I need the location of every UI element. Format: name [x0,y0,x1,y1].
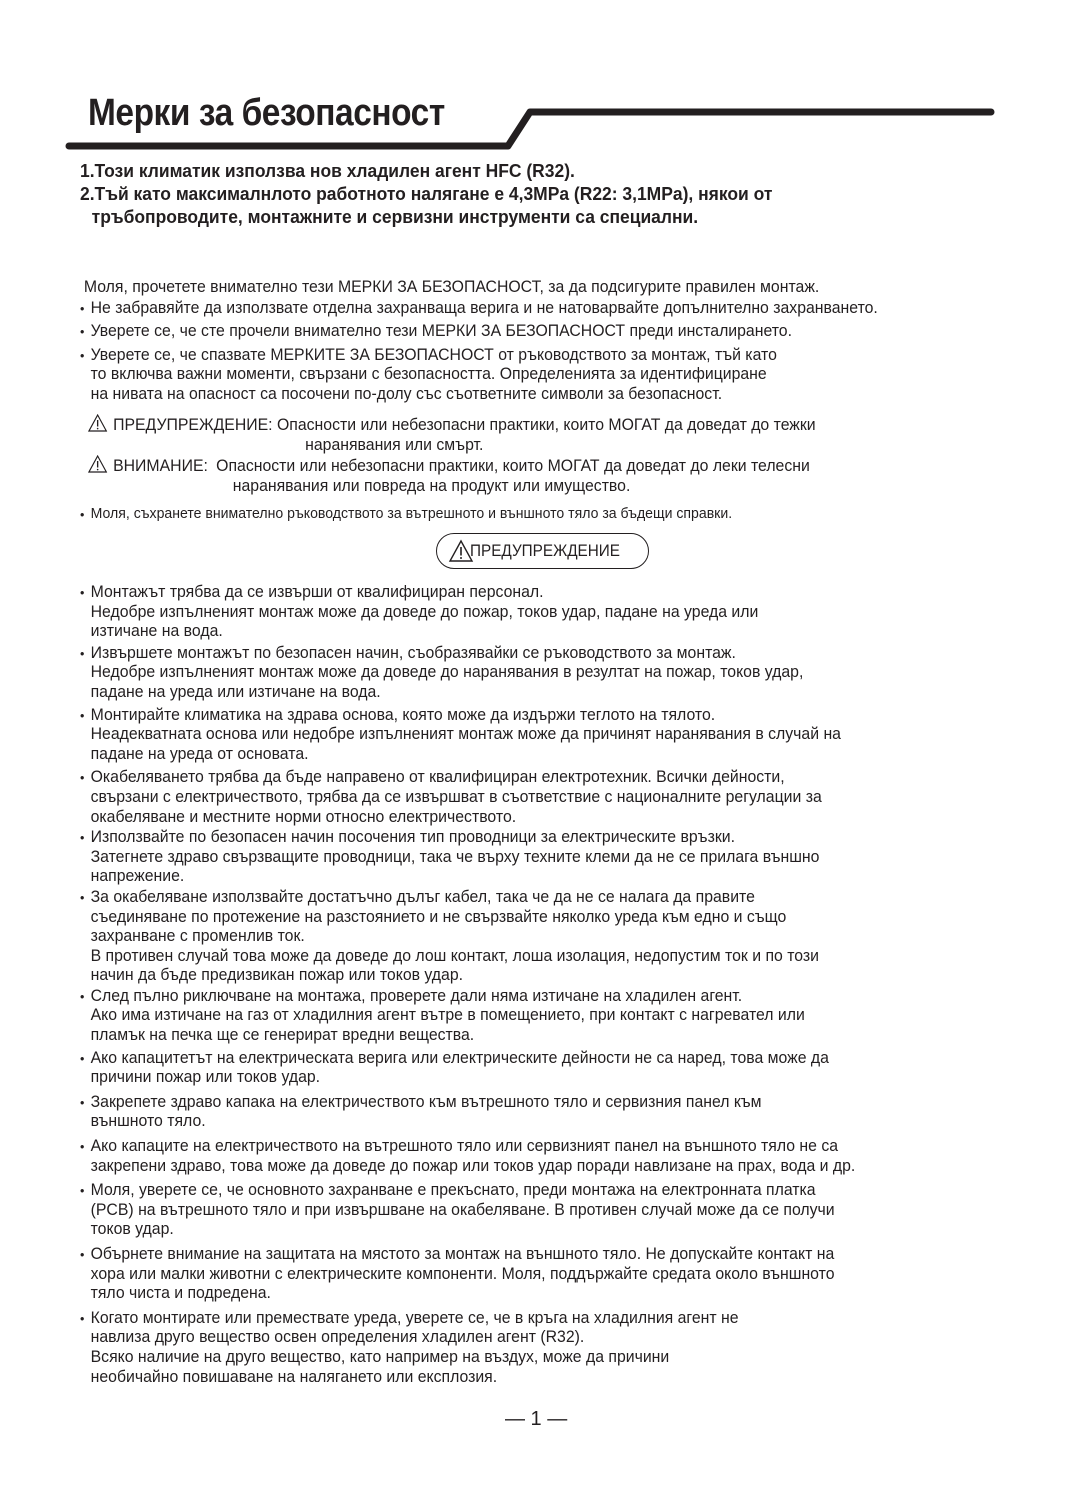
warning-item-line: хора или малки животни с електрическите компоненти. Моля, поддържайте средата около външното [90,1264,835,1283]
warning-item-line: • Когато монтирате или премествате уреда, уверете се, че в кръга на хладилния агент не [80,1309,855,1329]
warning-badge-label: ПРЕДУПРЕЖДЕНИЕ [470,541,621,560]
legend-caution-desc-cont: наранявания или повреда на продукт или имущество. [232,477,631,495]
warning-item-line: • Ако капаците на електричеството на вътрешното тяло или сервизният панел на външното тяло не са [80,1137,855,1157]
legend-warning-desc-cont: наранявания или смърт. [305,436,484,454]
preamble-bullet-3-line: то включва важни моменти, свързани с безопасността. Определенията за идентифициране [90,365,767,384]
warning-item-line: (PCB) на вътрешното тяло и при извършване на окабеляване. В противен случай може да се получи [90,1200,835,1219]
warning-item-line: • Обърнете внимание на защитата на мястото за монтаж на външното тяло. Не допускайте контакт на [80,1245,855,1265]
page-number: — 1 — [505,1408,568,1430]
warning-item [80,644,883,703]
warning-item-line: • Закрепете здраво капака на електричеството към вътрешното тяло и сервизния панел към [80,1093,855,1113]
warning-item-line: • Извършете монтажът по безопасен начин, съобразявайки се ръководството за монтаж. [80,644,855,664]
warning-item-line: навлиза друго вещество освен определения хладилен агент (R32). [90,1328,585,1347]
caution-triangle-icon [88,455,107,473]
intro-point-2-cont: тръбопроводите, монтажните и сервизни инструменти са специални. [91,207,699,227]
warning-item-line: В противен случай това може да доведе до лош контакт, лоша изолация, недопустим ток и по този [90,946,819,965]
warning-item [80,706,883,765]
warning-item-line: Всяко наличие на друго вещество, като например на въздух, може да причини [90,1347,670,1366]
warning-item-line: Недобре изпълненият монтаж може да доведе до пожар, токов удар, падане на уреда или [90,602,759,621]
warning-item [80,888,883,986]
legend-caution [88,455,836,496]
warning-item-line: тяло чиста и подредена. [90,1284,271,1303]
keep-manual-note [80,505,756,525]
warning-triangle-icon [88,414,107,432]
preamble [80,278,907,405]
warning-item-line: съединяване по протежение на разстоянието и не свързвайте няколко уреда към едно и също [90,907,787,926]
warning-item-line: свързани с електричеството, трябва да се извършват в съответствие с националните регулации за [90,787,822,806]
preamble-bullet-3 [80,346,907,405]
preamble-lead: Моля, прочетете внимателно тези МЕРКИ ЗА БЕЗОПАСНОСТ, за да подсигурите правилен монтаж. [83,278,820,296]
legend-caution-label: ВНИМАНИЕ: [113,457,208,475]
preamble-bullet-2: • Уверете се, че сте прочели внимателно тези МЕРКИ ЗА БЕЗОПАСНОСТ преди инсталирането. [80,322,878,342]
warning-item-line: • Окабеляването трябва да бъде направено от квалифициран електротехник. Всички дейности, [80,768,855,788]
warning-item-line: начин да бъде предизвикан пожар или токов удар. [90,966,464,985]
warning-item-line: • Ако капацитетът на електрическата верига или електрическите дейности не са наред, това може да [80,1049,855,1069]
warning-item [80,1093,883,1132]
warning-item [80,1245,883,1304]
intro-point-1: 1.Този климатик използва нов хладилен агент HFC (R32). [80,161,575,181]
intro-points [80,160,794,229]
intro-point-2: 2.Тъй като максималнлото работното налягане е 4,3MPa (R22: 3,1MPa), някои от [80,184,773,204]
preamble-bullet-3-line: на нивата на опасност са посочени по-долу със съответните символи за безопасност. [90,384,723,403]
warning-item-line: • След пълно риключване на монтажа, проверете дали няма изтичане на хладилен агент. [80,987,855,1007]
warning-item [80,768,883,827]
warning-item-line: външното тяло. [90,1112,206,1131]
warning-item-line: • За окабеляване използвайте достатъчно дълъг кабел, така че да не се налага да правите [80,888,855,908]
title-underline-rule [0,0,1083,170]
warning-item-line: необичайно повишаване на налягането или експлозия. [90,1367,498,1386]
legend-warning-desc: Опасности или небезопасни практики, които МОГАТ да доведат до тежки [276,416,816,434]
warning-item [80,987,883,1046]
warning-item-line: захранване с променлив ток. [90,927,305,946]
warning-item [80,828,883,887]
warning-item-line: Неадекватната основа или недобре изпълненият монтаж може да причинят наранявания в случай на [90,725,841,744]
warning-item-line: • Монтажът трябва да се извърши от квалифициран персонал. [80,583,855,603]
warning-badge [436,533,649,569]
warning-item-line: • Монтирайте климатика на здрава основа, която може да издържи теглото на тялото. [80,706,855,726]
warning-item [80,1049,883,1088]
warning-item-line: закрепени здраво, това може да доведе до пожар или токов удар поради навлизане на прах, вода и др. [90,1156,856,1175]
legend-warning [88,414,842,455]
warning-item-line: • Използвайте по безопасен начин посочения тип проводници за електрическите връзки. [80,828,855,848]
preamble-bullet-1: • Не забравяйте да използвате отделна захранваща верига и не натоварвайте допълнително захранването. [80,299,878,319]
warning-item-line: окабеляване и местните норми относно електричеството. [90,807,517,826]
warning-item-line: токов удар. [90,1220,174,1239]
keep-manual-text: • Моля, съхранете внимателно ръководството за вътрешното и външното тяло за бъдещи справки. [80,505,732,525]
warning-item [80,1137,883,1176]
page-title: Мерки за безопасност [88,92,445,134]
warning-item-line: • Моля, уверете се, че основното захранване е прекъснато, преди монтажа на електронната платка [80,1181,855,1201]
warning-item-line: изтичане на вода. [90,622,223,641]
warning-item-line: падане на уреда или изтичане на вода. [90,682,381,701]
warning-item [80,583,883,642]
warning-item-line: причини пожар или токов удар. [90,1068,321,1087]
warning-item [80,1309,883,1387]
warning-item-line: Затегнете здраво свързващите проводници, така че върху техните клеми да не се прилага външно [90,847,820,866]
legend-warning-label: ПРЕДУПРЕЖДЕНИЕ: [113,416,273,434]
warning-item-line: напрежение. [90,867,185,886]
warning-item [80,1181,883,1240]
legend-caution-desc: Опасности или небезопасни практики, които МОГАТ да доведат до леки телесни [216,457,810,475]
preamble-bullet-3-line: • Уверете се, че спазвате МЕРКИТЕ ЗА БЕЗОПАСНОСТ от ръководството за монтаж, тъй като [80,346,878,366]
warnings-list [80,583,883,1387]
warning-item-line: Недобре изпълненият монтаж може да доведе до наранявания в резултат на пожар, токов удар, [90,663,804,682]
warning-item-line: пламък на печка ще се генерират вредни вещества. [90,1026,475,1045]
warning-item-line: Ако има изтичане на газ от хладилния агент вътре в помещението, при контакт с нагревател или [90,1006,805,1025]
warning-item-line: падане на уреда от основата. [90,744,309,763]
